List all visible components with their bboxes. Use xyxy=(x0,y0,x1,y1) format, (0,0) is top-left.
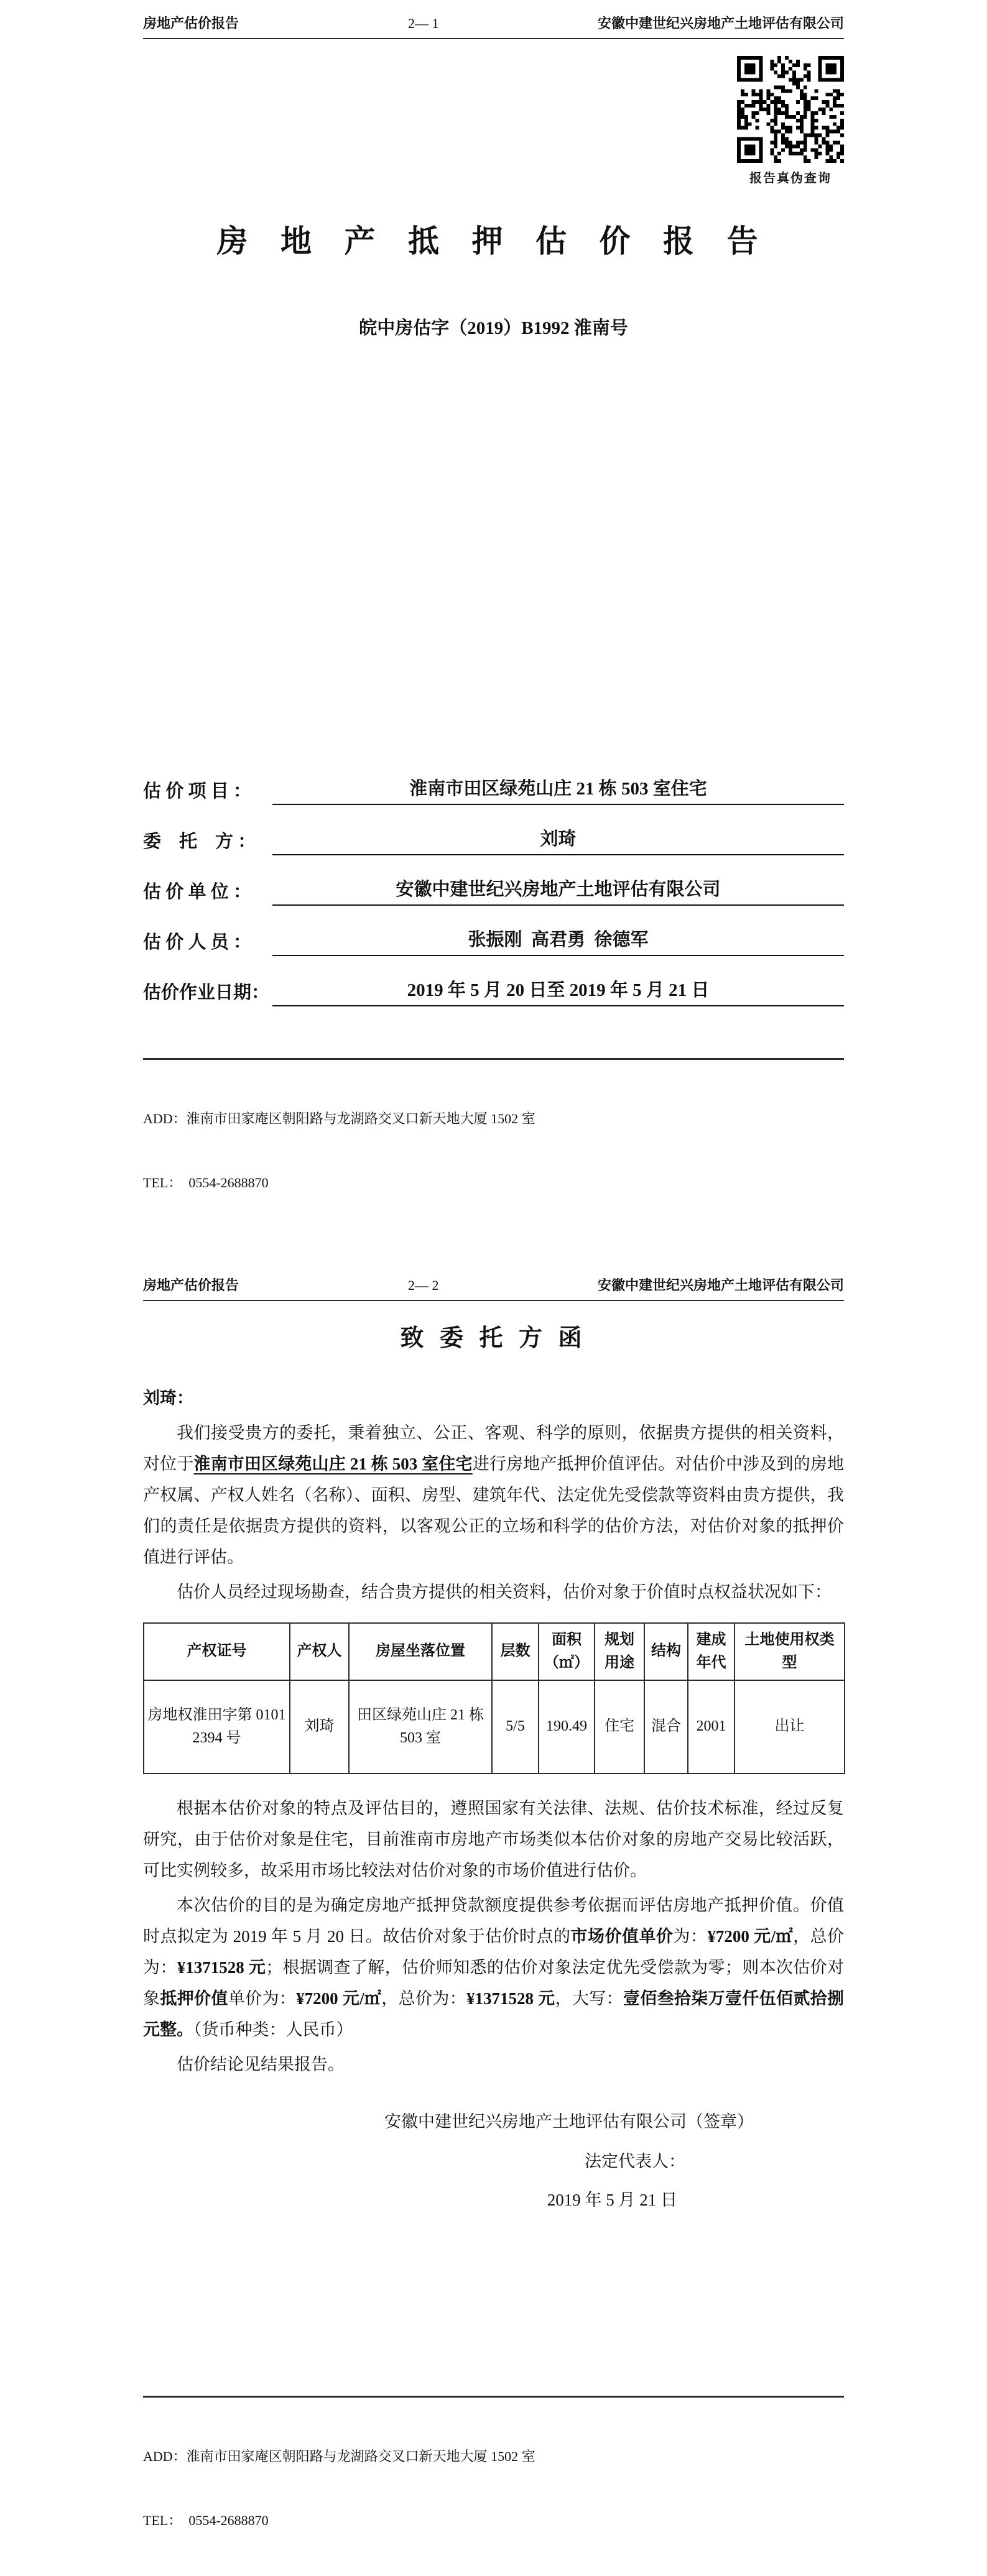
field-value-client: 刘琦 xyxy=(272,825,844,855)
table-header-cell: 结构 xyxy=(644,1623,688,1680)
field-value-appraisers: 张振刚 高君勇 徐德军 xyxy=(272,926,844,956)
table-cell-land-right: 出让 xyxy=(734,1680,845,1773)
table-header-cell: 房屋坐落位置 xyxy=(349,1623,492,1680)
page-footer xyxy=(143,2396,844,2574)
mortgage-total-price: ¥1371528 元 xyxy=(466,1989,555,2008)
field-row-work-date xyxy=(143,976,844,1006)
table-header-cell: 层数 xyxy=(492,1623,539,1680)
para4-text: ；根据调查了解，估价师知悉的估价对象法定优先受偿款为零；则本次估价对象 xyxy=(143,1957,845,2008)
qr-caption: 报告真伪查询 xyxy=(749,172,832,185)
table-data-row xyxy=(144,1680,845,1773)
para4-text: ，大写： xyxy=(555,1989,623,2008)
property-info-table xyxy=(143,1622,845,1774)
field-label-project: 估 价 项 目 ： xyxy=(143,781,252,801)
para1-text: 我们接受贵方的委托，秉着独立、公正、客观、科学的原则，依据贵方提供的相关资料，对位于 xyxy=(143,1423,844,1473)
table-cell-location: 田区绿苑山庄 21 栋 503 室 xyxy=(349,1680,492,1773)
table-cell-structure: 混合 xyxy=(644,1680,688,1773)
field-label-appraisers: 估 价 人 员 ： xyxy=(143,932,252,952)
field-row-agency xyxy=(143,875,844,906)
table-header-cell: 土地使用权类型 xyxy=(734,1623,845,1680)
field-row-appraisers xyxy=(143,926,844,956)
table-cell-area: 190.49 xyxy=(539,1680,595,1773)
footer-address: ADD：淮南市田家庵区朝阳路与龙湖路交叉口新天地大厦 1502 室 xyxy=(143,2449,535,2465)
table-header-row xyxy=(144,1623,845,1680)
report-page-1 xyxy=(0,0,987,1262)
paragraph-commission xyxy=(143,1417,844,1573)
footer-telephone: TEL： 0554-2688870 xyxy=(143,2512,269,2528)
field-row-client xyxy=(143,825,844,855)
table-cell-floor: 5/5 xyxy=(492,1680,539,1773)
header-doc-type: 房地产估价报告 xyxy=(143,1277,239,1293)
letter-title: 致 委 托 方 函 xyxy=(400,1325,587,1351)
qr-code-icon xyxy=(737,56,844,163)
page-header xyxy=(143,0,844,39)
para4-text: 本次估价的目的是为确定房地产抵押贷款额度提供参考依据而评估房地产抵押价值。价值时点拟定为 2019 年 5 月 20 日。故估价对象于估价时点的 xyxy=(143,1895,844,1946)
mortgage-value-label: 抵押价值 xyxy=(160,1989,228,2008)
report-page-2 xyxy=(0,1262,987,2576)
table-header-cell: 建成年代 xyxy=(688,1623,734,1680)
para4-text: ，总价为： xyxy=(381,1989,467,2008)
market-unit-price: ¥7200 元/㎡ xyxy=(707,1926,794,1946)
cover-fields-block xyxy=(143,775,844,1006)
para4-text: ，总价为： xyxy=(143,1926,845,1977)
subject-property-text: 淮南市田区绿苑山庄 21 栋 503 室住宅 xyxy=(193,1454,473,1473)
table-cell-year: 2001 xyxy=(688,1680,734,1773)
market-total-price: ¥1371528 元 xyxy=(177,1957,266,1977)
company-signature-line: 安徽中建世纪兴房地产土地评估有限公司（签章） xyxy=(384,2112,754,2131)
paragraph-survey: 估价人员经过现场勘查，结合贵方提供的相关资料，估价对象于价值时点权益状况如下： xyxy=(177,1582,832,1601)
table-cell-cert-number: 房地权淮田字第 01012394 号 xyxy=(144,1680,290,1773)
para4-text: 为： xyxy=(673,1926,708,1946)
qr-verification-block xyxy=(737,56,844,186)
page-footer xyxy=(143,1058,844,1236)
field-value-agency: 安徽中建世纪兴房地产土地评估有限公司 xyxy=(272,875,844,906)
footer-address: ADD：淮南市田家庵区朝阳路与龙湖路交叉口新天地大厦 1502 室 xyxy=(143,1111,535,1127)
signature-date: 2019 年 5 月 21 日 xyxy=(547,2190,677,2209)
table-header-cell: 产权证号 xyxy=(144,1623,290,1680)
field-label-client: 委 托 方 ： xyxy=(143,831,256,852)
market-value-label: 市场价值单价 xyxy=(570,1926,674,1946)
table-header-cell: 面积（㎡） xyxy=(539,1623,595,1680)
table-header-cell: 规划用途 xyxy=(595,1623,644,1680)
para4-text: （货币种类：人民币） xyxy=(193,2020,353,2039)
field-row-project xyxy=(143,775,844,805)
table-cell-usage: 住宅 xyxy=(595,1680,644,1773)
report-title: 房 地 产 抵 押 估 价 报 告 xyxy=(216,223,771,259)
header-company: 安徽中建世纪兴房地产土地评估有限公司 xyxy=(597,16,844,31)
letter-salutation: 刘琦： xyxy=(143,1388,193,1407)
table-cell-owner: 刘琦 xyxy=(290,1680,349,1773)
header-doc-type: 房地产估价报告 xyxy=(143,16,239,31)
header-page-number: 2— 2 xyxy=(408,1277,439,1293)
field-label-agency: 估 价 单 位 ： xyxy=(143,881,252,902)
paragraph-valuation-result xyxy=(143,1890,844,2045)
header-page-number: 2— 1 xyxy=(408,16,439,31)
table-header-cell: 产权人 xyxy=(290,1623,349,1680)
field-value-work-date: 2019 年 5 月 20 日至 2019 年 5 月 21 日 xyxy=(272,976,844,1006)
paragraph-closing: 估价结论见结果报告。 xyxy=(177,2054,345,2074)
field-label-work-date: 估价作业日期： xyxy=(143,982,270,1003)
mortgage-unit-price: ¥7200 元/㎡ xyxy=(296,1989,382,2008)
legal-representative-line: 法定代表人： xyxy=(585,2151,685,2171)
amount-in-words: 壹佰叁拾柒万壹仟伍佰贰拾捌元整。 xyxy=(143,1989,845,2039)
footer-telephone: TEL： 0554-2688870 xyxy=(143,1174,269,1190)
field-value-project: 淮南市田区绿苑山庄 21 栋 503 室住宅 xyxy=(272,775,844,805)
report-doc-number: 皖中房估字（2019）B1992 淮南号 xyxy=(359,318,628,338)
para4-text: 单价为： xyxy=(228,1989,297,2008)
header-company: 安徽中建世纪兴房地产土地评估有限公司 xyxy=(597,1277,844,1293)
para1-text: 进行房地产抵押价值评估。对估价中涉及到的房地产权属、产权人姓名（名称）、面积、房型、建筑年代、法定优先受偿款等资料由贵方提供，我们的责任是依据贵方提供的资料，以客观公正的立场和科学的估价方法，对估价对象的抵押价值进行评估。 xyxy=(143,1454,845,1566)
paragraph-method: 根据本估价对象的特点及评估目的，遵照国家有关法律、法规、估价技术标准，经过反复研究，由于估价对象是住宅，目前淮南市房地产市场类似本估价对象的房地产交易比较活跃，可比实例较多，故采用市场比较法对估价对象的市场价值进行估价。 xyxy=(143,1798,844,1880)
page-header xyxy=(143,1262,844,1301)
